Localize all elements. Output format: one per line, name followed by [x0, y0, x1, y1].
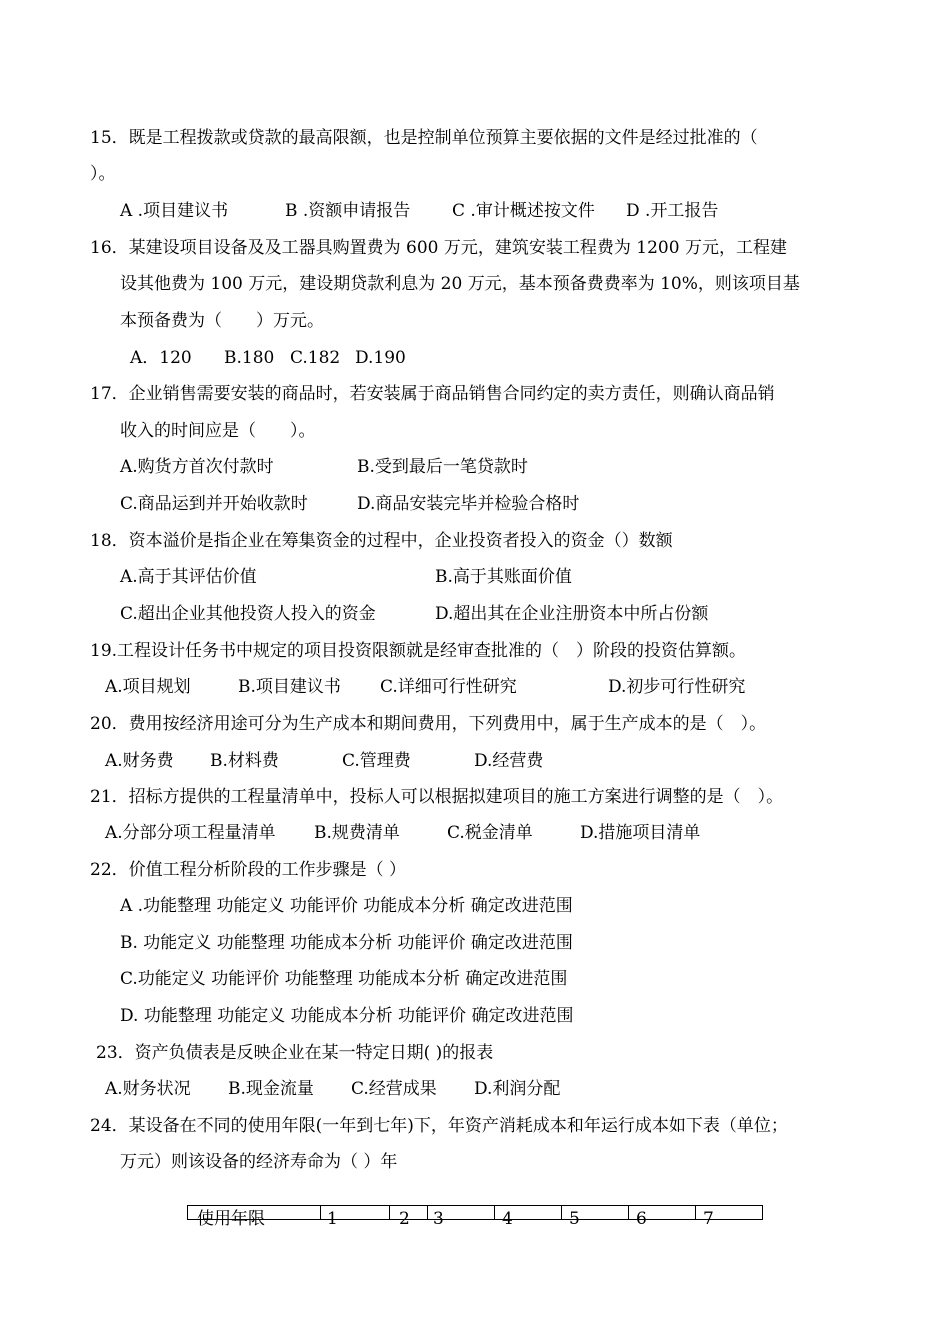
table-header-cell: 1	[327, 1209, 338, 1229]
q23-option-d: D.利润分配	[474, 1079, 561, 1099]
table-header-cell: 2	[399, 1209, 410, 1229]
table-divider	[695, 1205, 696, 1220]
question-21: 21．招标方提供的工程量清单中，投标人可以根据拟建项目的施工方案进行调整的是（ ）。	[90, 787, 784, 807]
cost-table	[187, 1205, 763, 1220]
question-22: 22．价值工程分析阶段的工作步骤是（ ）	[90, 860, 407, 880]
q19-option-c: C.详细可行性研究	[380, 677, 517, 697]
q18-option-d: D.超出其在企业注册资本中所占份额	[435, 604, 709, 624]
question-24-line-1: 24．某设备在不同的使用年限(一年到七年)下，年资产消耗成本和年运行成本如下表（单位；	[90, 1116, 788, 1136]
q20-option-c: C.管理费	[342, 751, 411, 771]
table-header-cell: 7	[703, 1209, 714, 1229]
q22-option-b: B. 功能定义 功能整理 功能成本分析 功能评价 确定改进范围	[120, 933, 573, 953]
question-19: 19.工程设计任务书中规定的项目投资限额就是经审查批准的（ ）阶段的投资估算额。	[90, 641, 747, 661]
q20-option-a: A.财务费	[105, 751, 174, 771]
q19-option-b: B.项目建议书	[238, 677, 341, 697]
table-header-cell: 4	[502, 1209, 513, 1229]
table-divider	[561, 1205, 562, 1220]
q16-option-c: C.182	[290, 348, 341, 368]
table-divider	[762, 1205, 763, 1220]
table-divider	[628, 1205, 629, 1220]
question-20: 20．费用按经济用途可分为生产成本和期间费用，下列费用中，属于生产成本的是（ ）。	[90, 714, 767, 734]
q16-option-d: D.190	[355, 348, 406, 368]
table-divider	[494, 1205, 495, 1220]
q23-option-c: C.经营成果	[351, 1079, 437, 1099]
q21-option-b: B.规费清单	[314, 823, 400, 843]
q23-option-b: B.现金流量	[228, 1079, 314, 1099]
q21-option-d: D.措施项目清单	[580, 823, 701, 843]
table-divider	[320, 1205, 321, 1220]
q20-option-b: B.材料费	[210, 751, 279, 771]
question-23: 23．资产负债表是反映企业在某一特定日期( )的报表	[96, 1043, 494, 1063]
q18-option-c: C.超出企业其他投资人投入的资金	[120, 604, 376, 624]
q16-option-b: B.180	[224, 348, 275, 368]
q18-option-b: B.高于其账面价值	[435, 567, 572, 587]
table-header-cell: 3	[433, 1209, 444, 1229]
question-18: 18．资本溢价是指企业在筹集资金的过程中，企业投资者投入的资金（）数额	[90, 531, 673, 551]
q22-option-d: D. 功能整理 功能定义 功能成本分析 功能评价 确定改进范围	[120, 1006, 574, 1026]
q20-option-d: D.经营费	[474, 751, 544, 771]
q23-option-a: A.财务状况	[105, 1079, 191, 1099]
q18-option-a: A.高于其评估价值	[120, 567, 257, 587]
q21-option-a: A.分部分项工程量清单	[105, 823, 276, 843]
q16-option-a: A．120	[130, 348, 192, 368]
table-divider	[427, 1205, 428, 1220]
question-17-line-2: 收入的时间应是（ ）。	[120, 421, 316, 441]
question-17-line-1: 17．企业销售需要安装的商品时，若安装属于商品销售合同约定的卖方责任，则确认商品销	[90, 384, 775, 404]
q19-option-a: A.项目规划	[105, 677, 191, 697]
q17-option-a: A.购货方首次付款时	[120, 457, 274, 477]
q17-option-d: D.商品安装完毕并检验合格时	[357, 494, 580, 514]
question-24-line-2: 万元）则该设备的经济寿命为（ ）年	[120, 1152, 398, 1172]
q15-option-c: C .审计概述按文件	[452, 201, 595, 221]
q22-option-a: A .功能整理 功能定义 功能评价 功能成本分析 确定改进范围	[120, 896, 573, 916]
table-header-cell: 6	[636, 1209, 647, 1229]
question-16-line-3: 本预备费为（ ）万元。	[120, 311, 324, 331]
question-15-line-1: 15．既是工程拨款或贷款的最高限额，也是控制单位预算主要依据的文件是经过批准的（	[90, 128, 758, 148]
question-16-line-2: 设其他费为 100 万元，建设期贷款利息为 20 万元，基本预备费费率为 10%，则该项目基	[120, 274, 800, 294]
question-15-line-2: ）。	[90, 164, 116, 184]
q15-option-d: D .开工报告	[626, 201, 719, 221]
table-header-cell: 使用年限	[197, 1209, 265, 1229]
q15-option-b: B .资额申请报告	[285, 201, 411, 221]
q21-option-c: C.税金清单	[447, 823, 533, 843]
q15-option-a: A .项目建议书	[120, 201, 229, 221]
q17-option-c: C.商品运到并开始收款时	[120, 494, 308, 514]
q22-option-c: C.功能定义 功能评价 功能整理 功能成本分析 确定改进范围	[120, 969, 568, 989]
q17-option-b: B.受到最后一笔贷款时	[357, 457, 528, 477]
q19-option-d: D.初步可行性研究	[608, 677, 746, 697]
table-divider	[389, 1205, 390, 1220]
question-16-line-1: 16．某建设项目设备及及工器具购置费为 600 万元，建筑安装工程费为 1200 万元，工程建	[90, 238, 787, 258]
table-header-cell: 5	[569, 1209, 580, 1229]
